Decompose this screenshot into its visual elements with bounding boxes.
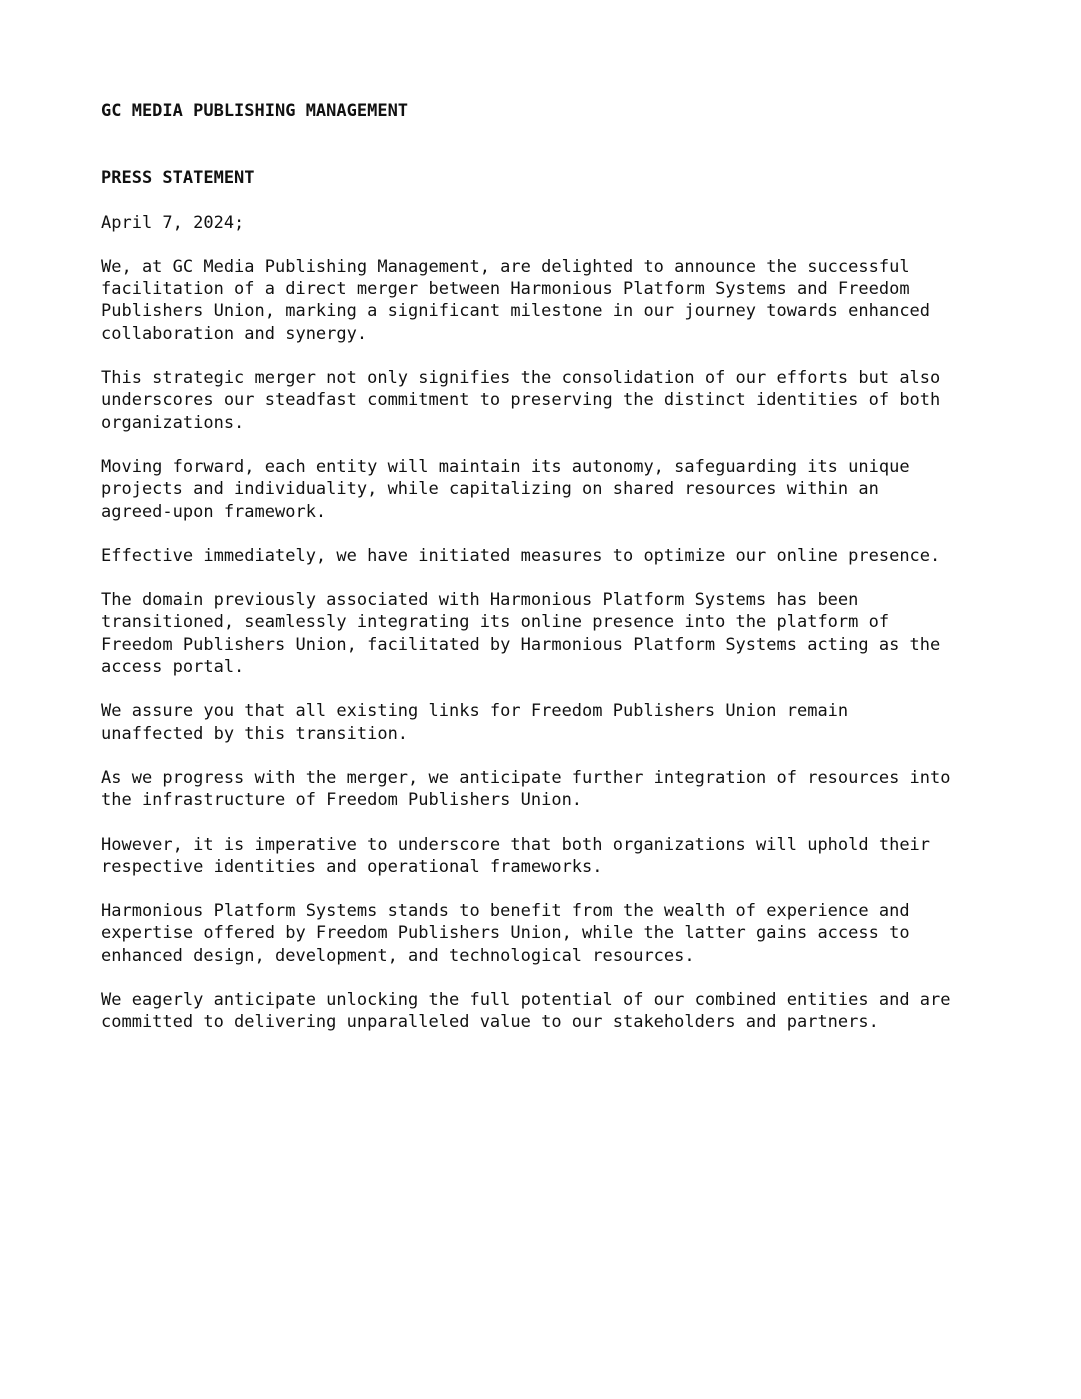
body-paragraph: Moving forward, each entity will maintain its autonomy, safeguarding its unique projects and individuality, while capitalizing on shared resources within an agreed-upon framework.	[101, 456, 910, 522]
body-paragraph: We assure you that all existing links for Freedom Publishers Union remain unaffected by this transition.	[101, 701, 849, 744]
body-paragraph: As we progress with the merger, we anticipate further integration of resources into the infrastructure of Freedom Publishers Union.	[101, 767, 951, 811]
statement-date: April 7, 2024;	[101, 212, 245, 233]
press-statement-document	[101, 100, 1001, 1056]
body-paragraph: We eagerly anticipate unlocking the full potential of our combined entities and are committed to delivering unparalleled value to our stakeholders and partners.	[101, 990, 951, 1033]
body-paragraph: Effective immediately, we have initiated measures to optimize our online presence.	[101, 545, 941, 566]
body-paragraph: However, it is imperative to underscore that both organizations will uphold their respective identities and operational frameworks.	[101, 834, 931, 877]
document-type-heading: PRESS STATEMENT	[101, 168, 255, 189]
body-paragraph: Harmonious Platform Systems stands to benefit from the wealth of experience and expertise offered by Freedom Publishers Union, while the latter gains access to enhanced design, development, and technological resources.	[101, 901, 910, 966]
body-paragraph: This strategic merger not only signifies the consolidation of our efforts but also underscores our steadfast commitment to preserving the distinct identities of both organizations.	[101, 368, 941, 433]
organization-name: GC MEDIA PUBLISHING MANAGEMENT	[101, 101, 409, 121]
body-paragraph: We, at GC Media Publishing Management, are delighted to announce the successful facilitation of a direct merger between Harmonious Platform Systems and Freedom Publishers Union, marking a significant milestone in our journey towards enhanced collaboration and synergy.	[101, 256, 931, 344]
body-paragraph: The domain previously associated with Harmonious Platform Systems has been transitioned, seamlessly integrating its online presence into the platform of Freedom Publishers Union, facilitated by Harmonious Platform Systems acting as the access portal.	[101, 590, 941, 678]
